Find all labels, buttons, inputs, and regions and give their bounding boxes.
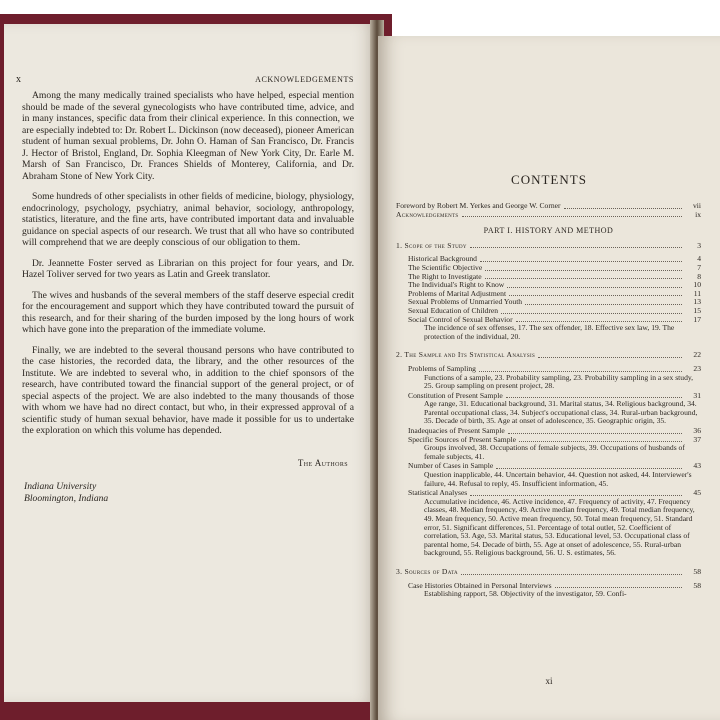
- toc-label: Number of Cases in Sample: [408, 461, 494, 471]
- toc-label: Inadequacies of Present Sample: [408, 426, 505, 436]
- leader-dots: [462, 216, 682, 217]
- toc-chapter-3: [396, 568, 701, 577]
- toc-page: 3: [697, 240, 701, 250]
- toc-page: 8: [697, 271, 701, 281]
- toc-label: The Individual's Right to Know: [408, 280, 505, 290]
- toc-page: vii: [692, 201, 701, 210]
- leader-dots: [479, 371, 682, 372]
- toc-label: Acknowledgements: [396, 209, 459, 219]
- toc-label: Historical Background: [408, 254, 477, 264]
- toc-detail: The incidence of sex offenses, 17. The sex offender, 18. Effective sex law, 19. The protection of the individual, 20.: [424, 323, 675, 341]
- leader-dots: [485, 270, 682, 271]
- toc-page: 7: [697, 262, 701, 272]
- toc-label: 2. The Sample and Its Statistical Analysis: [396, 350, 536, 360]
- paragraph: Some hundreds of other specialists in other fields of medicine, biology, physiology, endocrinology, psychology, psychiatry, animal behavior, sociology, anthropology, statistics, literature, and the fine arts, have contributed important data and invaluable guidance on special aspects of our research. We trust that all who have so contributed will comprehend that we are deeply conscious of our obligation to them.: [22, 191, 354, 248]
- leader-dots: [480, 261, 682, 262]
- toc-label: The Right to Investigate: [408, 271, 482, 281]
- toc-page: 4: [697, 254, 701, 264]
- paragraph: Finally, we are indebted to the several thousand persons who have contributed to the case histories, the recorded data, the library, and the other resources of the Institute. We are indebted to several who, in addition to the chief sponsors of the research, have contributed toward the financial support of the general project, or of special aspects of the project. We are also indebted to the many thousands of those with whom we have had no direct contact, but who, in their expressed approval of a scientific study of human sexual behavior, have made it possible for us to undertake the exploration on which this volume has depended.: [22, 344, 354, 436]
- toc-page: 36: [693, 426, 701, 436]
- paragraph: Dr. Jeannette Foster served as Librarian on this project for four years, and Dr. Hazel Toliver served for two years as Latin and Greek translator.: [22, 257, 354, 280]
- toc-detail: Accumulative incidence, 46. Active incidence, 47. Frequency of activity, 47. Frequency classes, 48. Median frequency, 49. Active median frequency, 49. Total median frequency, 49. Mean frequency, 50. Active mean frequency, 50. Total mean frequency, 51. Standard error, 51. Significant differences, 51. Percentage of total outlet, 52. Coefficient of correlation, 53. Age, 53. Marital status, 53. Educational level, 53. Occupational class of parental home, 54. Decade of birth, 55. Age at onset of adolescence, 55. Rural-urban background, 55. Religious background, 56. U. S. estimates, 56.: [424, 496, 695, 558]
- toc-page: 58: [693, 580, 701, 590]
- toc-page: 11: [693, 288, 701, 298]
- leader-dots: [508, 433, 682, 434]
- toc-page: 31: [693, 390, 701, 400]
- toc-chapter-1: [396, 242, 701, 251]
- right-page-number: xi: [545, 676, 553, 686]
- contents-title: CONTENTS: [511, 172, 587, 187]
- toc-page: 13: [693, 297, 701, 307]
- paragraph: Among the many medically trained specialists who have helped, especial mention should be made of the several gynecologists who have contributed time, advice, and in many instances, specific data from their clinical experience. In this connection, we are especially indebted to: Dr. Robert L. Dickinson (now deceased), pioneer American student of human sexual problems, Dr. John O. Haman of San Francisco, Dr. Francis J. Hector of Bristol, England, Dr. Sophia Kleegman of New York City, Dr. Earle M. Marsh of San Francisco, Dr. Frances Shields of Monterey, California, and Dr. Abraham Stone of New York City.: [22, 90, 354, 182]
- toc-detail: Age range, 31. Educational background, 31. Marital status, 34. Religious background, 34. Parental occupational class, 34. Subject's occupational class, 34. Rural-urban background, 35. Decade of birth, 35. Age at onset of adolescence, 35. Geographic origin, 35.: [424, 399, 698, 426]
- leader-dots: [507, 287, 682, 288]
- toc-label: Social Control of Sexual Behavior: [408, 314, 513, 324]
- toc-page: 15: [693, 305, 701, 315]
- toc-label: Foreword by Robert M. Yerkes and George W. Corner: [396, 201, 561, 210]
- leader-dots: [485, 278, 682, 279]
- toc-label: 1. Scope of the Study: [396, 240, 467, 250]
- toc-page: 43: [693, 461, 701, 471]
- toc-label: Problems of Sampling: [408, 363, 476, 373]
- left-page: [4, 24, 376, 702]
- toc-page: 45: [693, 488, 701, 498]
- toc-detail: Functions of a sample, 23. Probability sampling, 23. Probability sampling in a sex study, 25. Group sampling on present project, 28.: [424, 372, 694, 391]
- running-head: ACKNOWLEDGEMENTS: [255, 75, 354, 84]
- toc-label: Specific Sources of Present Sample: [408, 434, 516, 444]
- toc-label: 3. Sources of Data: [396, 566, 458, 576]
- part-heading: PART I. HISTORY AND METHOD: [483, 226, 614, 236]
- toc-page: ix: [695, 209, 701, 219]
- right-page: [378, 36, 720, 720]
- table-of-contents: [396, 202, 701, 600]
- toc-entry-acknowledgements: [396, 211, 701, 220]
- leader-dots: [506, 397, 682, 398]
- toc-label: Sexual Education of Children: [408, 305, 499, 315]
- leader-dots: [470, 495, 682, 496]
- place-line-2: Bloomington, Indiana: [24, 493, 109, 504]
- authors-signature: The Authors: [297, 458, 348, 468]
- toc-chapter-2: [396, 351, 701, 360]
- toc-label: Sexual Problems of Unmarried Youth: [408, 297, 523, 307]
- leader-dots: [470, 247, 682, 248]
- leader-dots: [555, 587, 682, 588]
- paragraph: The wives and husbands of the several members of the staff deserve especial credit for the encouragement and support which they have contributed toward the pursuit of this research, and for their sharing of the burden imposed by the long hours of work which have gone into the preparation of the immediate volume.: [22, 289, 354, 335]
- toc-label: Problems of Marital Adjustment: [408, 288, 507, 298]
- toc-detail: Groups involved, 38. Occupations of female subjects, 39. Occupations of husbands of female subjects, 41.: [424, 443, 685, 461]
- leader-dots: [496, 468, 682, 469]
- toc-detail: Question inapplicable, 44. Uncertain behavior, 44. Question not asked, 44. Interviewer's failure, 44. Refusal to reply, 45. Insufficient information, 45.: [424, 470, 692, 488]
- toc-detail: Establishing rapport, 58. Objectivity of the investigator, 59. Confi-: [424, 589, 627, 599]
- toc-page: 17: [693, 314, 701, 324]
- toc-page: 22: [693, 350, 701, 360]
- toc-page: 58: [693, 566, 701, 576]
- toc-page: 10: [693, 280, 701, 290]
- place-line: [24, 481, 108, 505]
- toc-label: The Scientific Objective: [408, 262, 483, 272]
- toc-label: Statistical Analyses: [408, 488, 468, 498]
- toc-page: 37: [693, 434, 701, 444]
- leader-dots: [509, 295, 682, 296]
- acknowledgements-body: [22, 90, 354, 446]
- toc-label: Constitution of Present Sample: [408, 390, 503, 400]
- left-page-number: x: [16, 74, 21, 85]
- toc-label: Case Histories Obtained in Personal Interviews: [408, 580, 552, 590]
- place-line-1: Indiana University: [24, 481, 97, 492]
- toc-page: 23: [693, 363, 701, 373]
- leader-dots: [461, 574, 682, 575]
- leader-dots: [519, 441, 682, 442]
- leader-dots: [516, 321, 682, 322]
- leader-dots: [525, 304, 682, 305]
- leader-dots: [538, 357, 682, 358]
- leader-dots: [501, 313, 682, 314]
- leader-dots: [564, 208, 682, 209]
